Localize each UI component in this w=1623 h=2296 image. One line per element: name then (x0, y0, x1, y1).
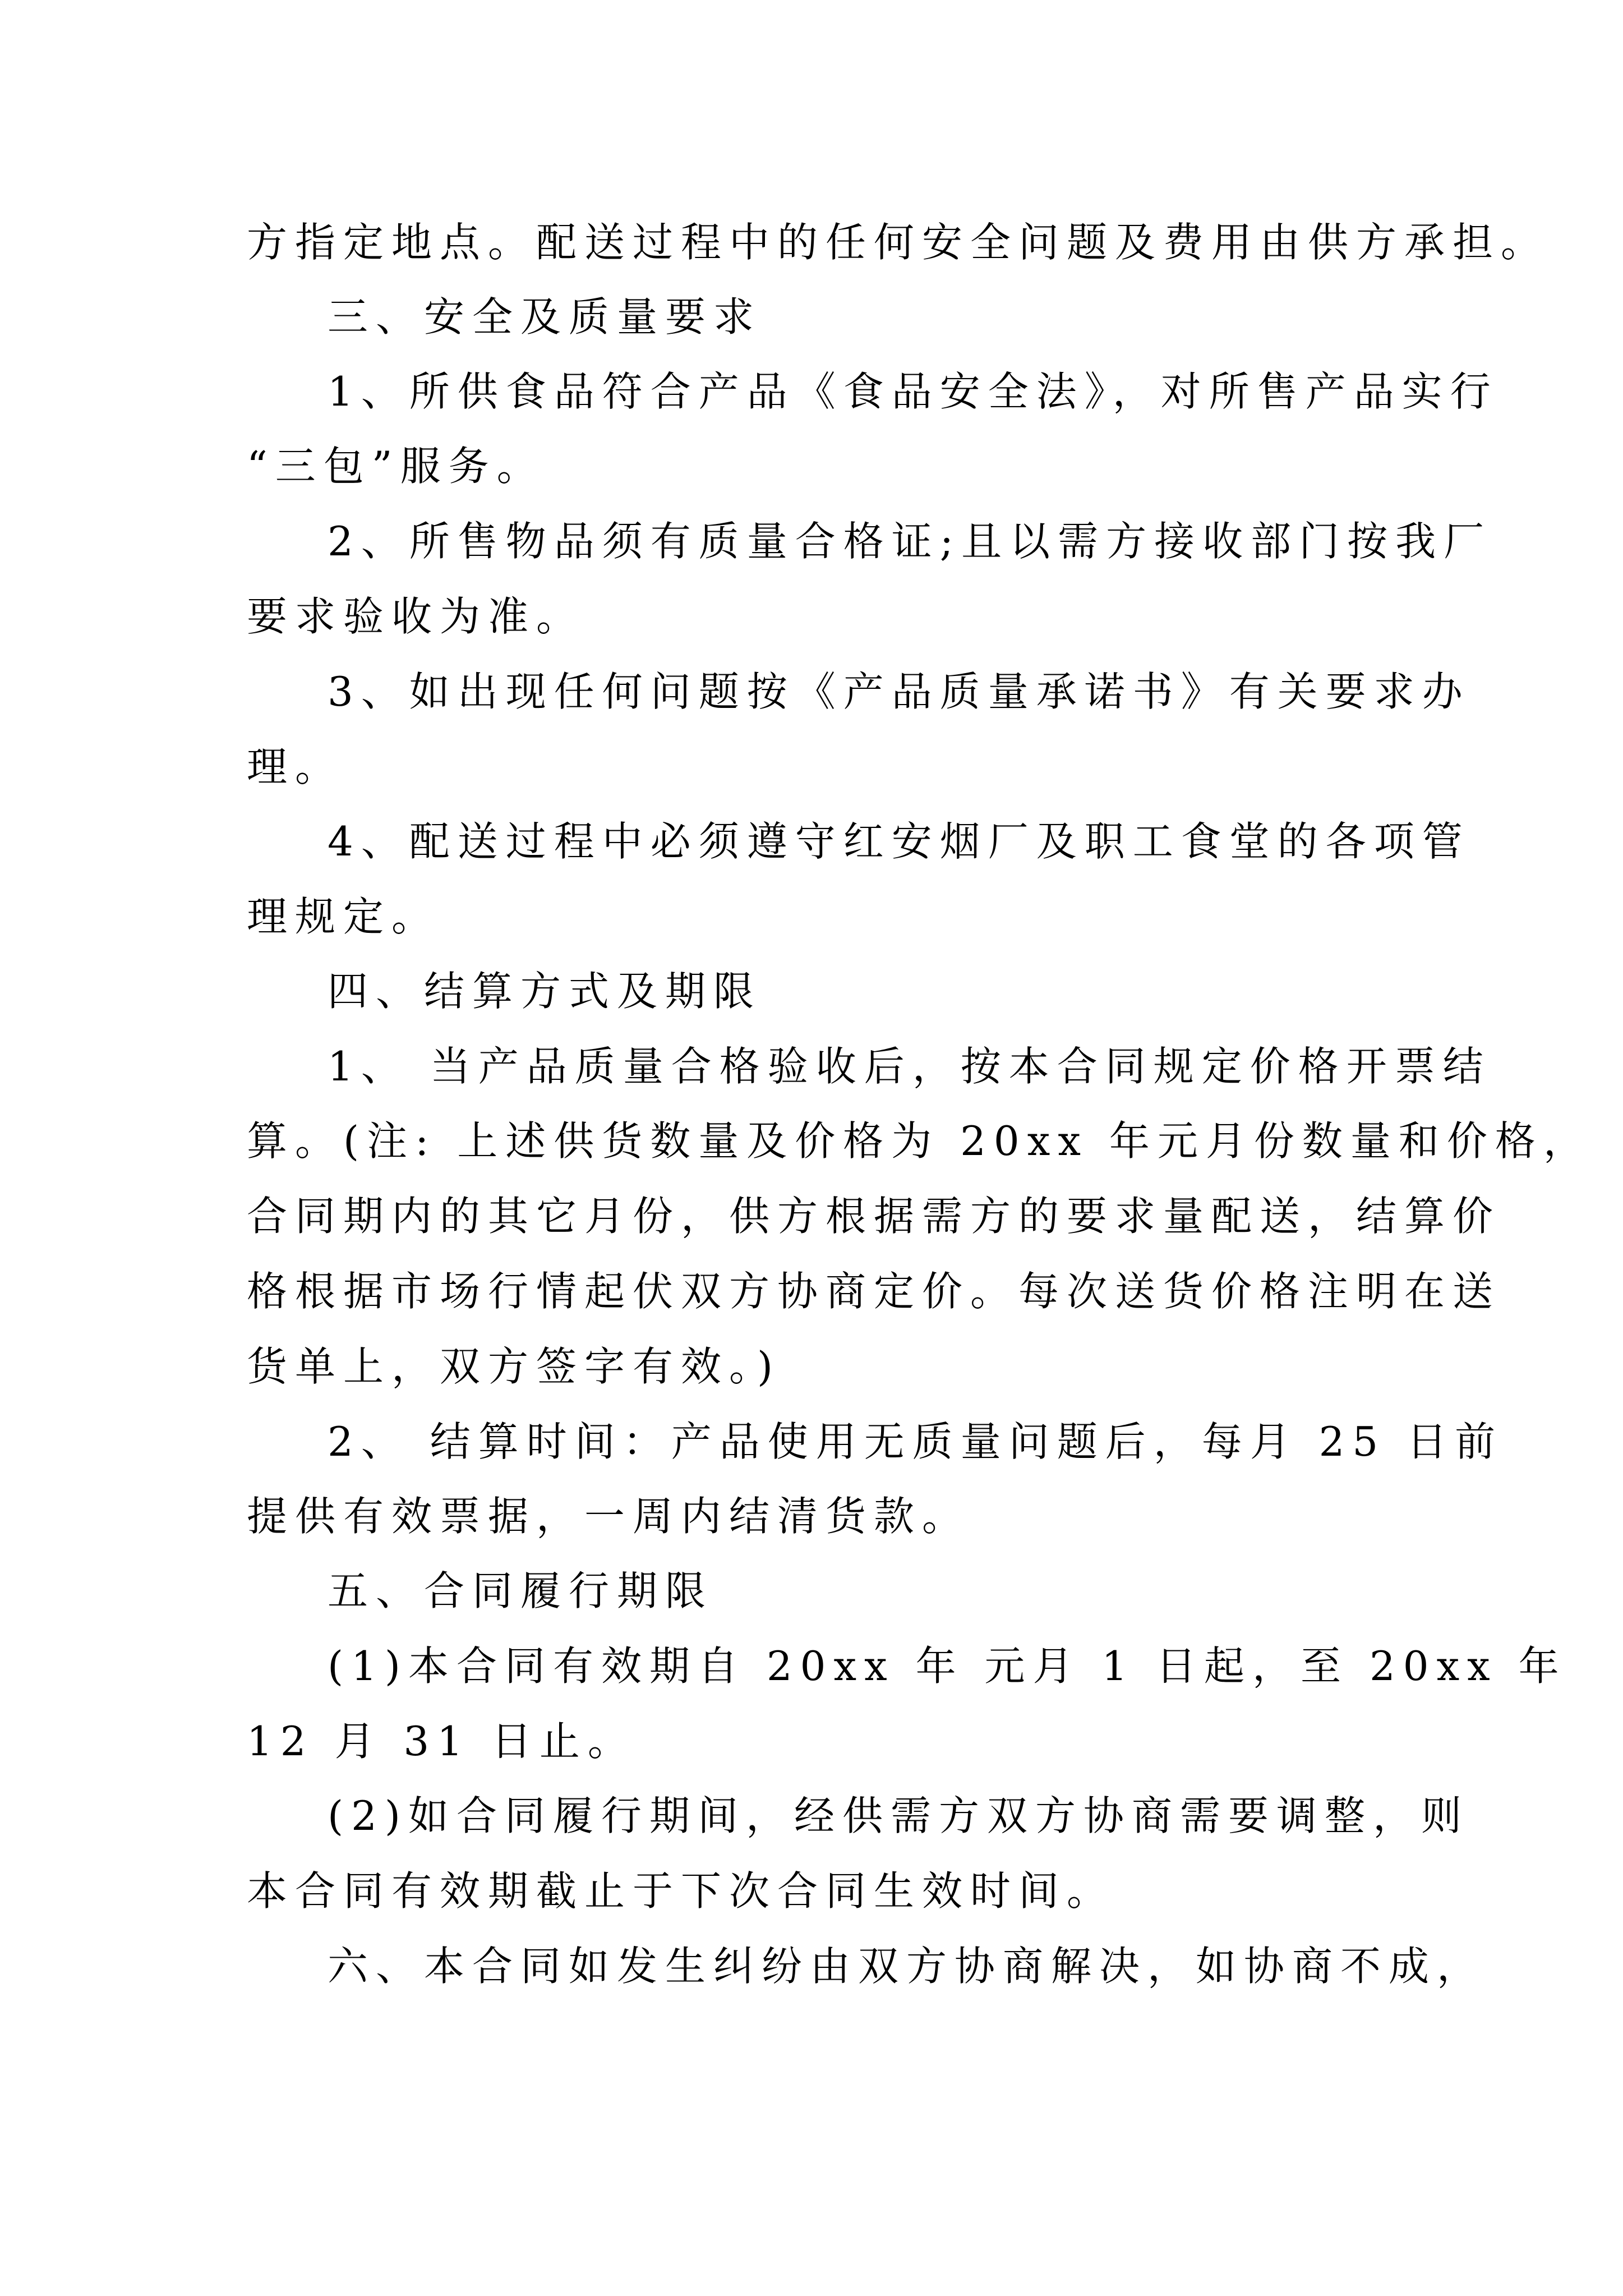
text-line: 本合同有效期截止于下次合同生效时间。 (247, 1867, 1115, 1915)
text-line: 4、配送过程中必须遵守红安烟厂及职工食堂的各项管 (328, 818, 1470, 865)
text-line: 2、 结算时间：产品使用无质量问题后，每月 25 日前 (328, 1418, 1504, 1465)
text-line: 方指定地点。配送过程中的任何安全问题及费用由供方承担。 (247, 219, 1550, 266)
text-line: (2)如合同履行期间，经供需方双方协商需要调整，则 (328, 1792, 1469, 1839)
text-line: “三包”服务。 (247, 443, 545, 490)
section-heading: 五、合同履行期限 (328, 1567, 714, 1614)
text-line: 货单上，双方签字有效。) (247, 1343, 781, 1390)
text-line: 合同期内的其它月份，供方根据需方的要求量配送，结算价 (247, 1193, 1501, 1240)
section-heading: 三、安全及质量要求 (328, 293, 762, 341)
text-line: 2、所售物品须有质量合格证;且以需方接收部门按我厂 (328, 518, 1492, 565)
text-line: 理规定。 (247, 893, 440, 940)
section-heading: 四、结算方式及期限 (328, 968, 762, 1015)
text-line: (1)本合同有效期自 20xx 年 元月 1 日起，至 20xx 年 (328, 1642, 1567, 1690)
text-line: 12 月 31 日止。 (247, 1718, 636, 1765)
text-line: 要求验收为准。 (247, 593, 585, 640)
text-line: 1、 当产品质量合格验收后，按本合同规定价格开票结 (328, 1043, 1491, 1090)
text-line: 提供有效票据，一周内结清货款。 (247, 1493, 971, 1540)
section-heading: 六、本合同如发生纠纷由双方协商解决，如协商不成， (328, 1943, 1486, 1990)
text-line: 1、所供食品符合产品《食品安全法》，对所售产品实行 (328, 368, 1498, 415)
text-line: 算。(注: 上述供货数量及价格为 20xx 年元月份数量和价格， (247, 1117, 1592, 1165)
text-line: 格根据市场行情起伏双方协商定价。每次送货价格注明在送 (247, 1268, 1501, 1315)
text-line: 3、如出现任何问题按《产品质量承诺书》有关要求办 (328, 668, 1470, 715)
text-line: 理。 (247, 743, 344, 790)
